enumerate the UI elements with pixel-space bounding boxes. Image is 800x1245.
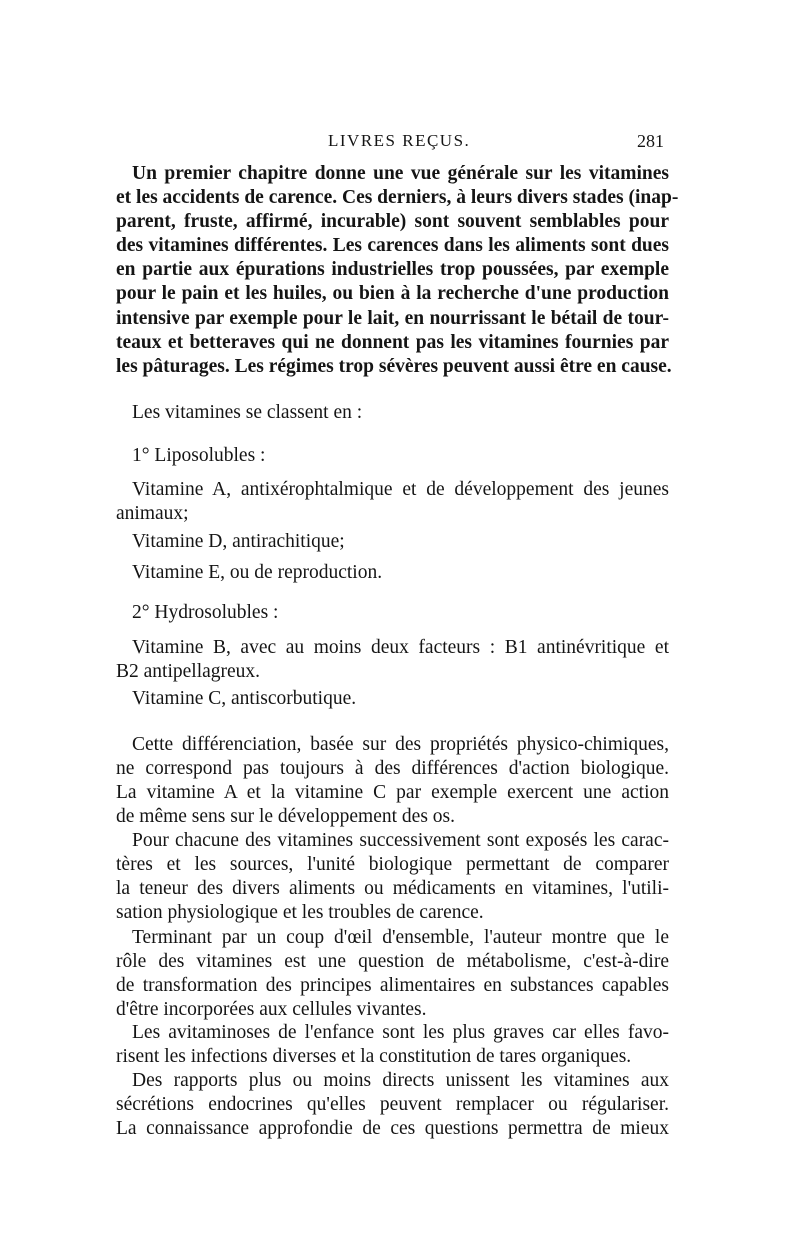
text-line: tères et les sources, l'unité biologique permettant de comparer [116,854,669,876]
vitamin-c-entry [116,687,669,711]
vitamin-e-entry [116,561,669,585]
text-line: Vitamine D, antirachitique; [132,531,345,552]
text-line: ne correspond pas toujours à des différences d'action biologique. [116,758,669,780]
vitamin-b-entry [116,636,669,684]
text-line: pour le pain et les huiles, ou bien à la recherche d'une production [116,283,669,305]
text-line: d'être incorporées aux cellules vivantes. [116,999,427,1021]
text-line: 1° Liposolubles : [132,445,266,466]
paragraph-avitaminoses [116,1021,669,1069]
paragraph-differenciation [116,733,669,829]
text-line: Des rapports plus ou moins directs unissent les vitamines aux [132,1070,669,1091]
text-line: Pour chacune des vitamines successivement sont exposés les carac- [132,830,669,851]
text-line: intensive par exemple pour le lait, en nourrissant le bétail de tour- [116,307,669,329]
text-line: de même sens sur le développement des os. [116,806,455,828]
text-line: Vitamine A, antixérophtalmique et de développement des jeunes [132,479,669,500]
running-title: LIVRES REÇUS. [328,131,471,150]
text-line: Les avitaminoses de l'enfance sont les plus graves car elles favo- [132,1022,669,1043]
text-line: B2 antipellagreux. [116,661,261,683]
text-line: les pâturages. Les régimes trop sévères peuvent aussi être en cause. [116,355,672,377]
page-number: 281 [637,131,664,151]
text-line: La vitamine A et la vitamine C par exemple exercent une action [116,782,669,804]
text-line: en partie aux épurations industrielles trop poussées, par exemple [116,259,669,281]
vitamin-d-entry [116,530,669,554]
paragraph-metabolisme [116,926,669,1022]
text-line: de transformation des principes alimentaires en substances capables [116,975,669,997]
text-line: sation physiologique et les troubles de carence. [116,902,484,924]
text-line: Les vitamines se classent en : [132,402,363,423]
text-line: et les accidents de carence. Ces derniers, à leurs divers stades (inap- [116,187,679,209]
text-line: Vitamine C, antiscorbutique. [132,688,357,709]
text-line: risent les infections diverses et la constitution de tares organiques. [116,1046,632,1068]
text-line: sécrétions endocrines qu'elles peuvent remplacer ou régulariser. [116,1094,669,1116]
text-line: 2° Hydrosolubles : [132,602,279,623]
text-line: Cette différenciation, basée sur des propriétés physico-chimiques, [132,734,669,755]
text-line: animaux; [116,503,189,525]
text-line: rôle des vitamines est une question de métabolisme, c'est-à-dire [116,951,669,973]
text-line: la teneur des divers aliments ou médicaments en vitamines, l'utili- [116,878,669,900]
group-hydrosolubles-heading [116,601,669,625]
text-line: Un premier chapitre donne une vue générale sur les vitamines [132,163,669,184]
text-line: Vitamine E, ou de reproduction. [132,562,383,583]
group-liposolubles-heading [116,444,669,468]
paragraph-intro [116,162,679,379]
text-line: Vitamine B, avec au moins deux facteurs : B1 antinévritique et [132,637,669,658]
paragraph-exposition [116,829,669,925]
classification-intro [116,401,669,425]
vitamin-a-entry [116,478,669,526]
text-line: Terminant par un coup d'œil d'ensemble, l'auteur montre que le [132,927,669,948]
text-line: teaux et betteraves qui ne donnent pas les vitamines fournies par [116,331,669,353]
text-line: parent, fruste, affirmé, incurable) sont souvent semblables pour [116,211,669,233]
paragraph-endocrines [116,1069,669,1141]
running-head [0,131,800,155]
text-line: des vitamines différentes. Les carences dans les aliments sont dues [116,235,669,257]
text-line: La connaissance approfondie de ces questions permettra de mieux [116,1118,669,1140]
